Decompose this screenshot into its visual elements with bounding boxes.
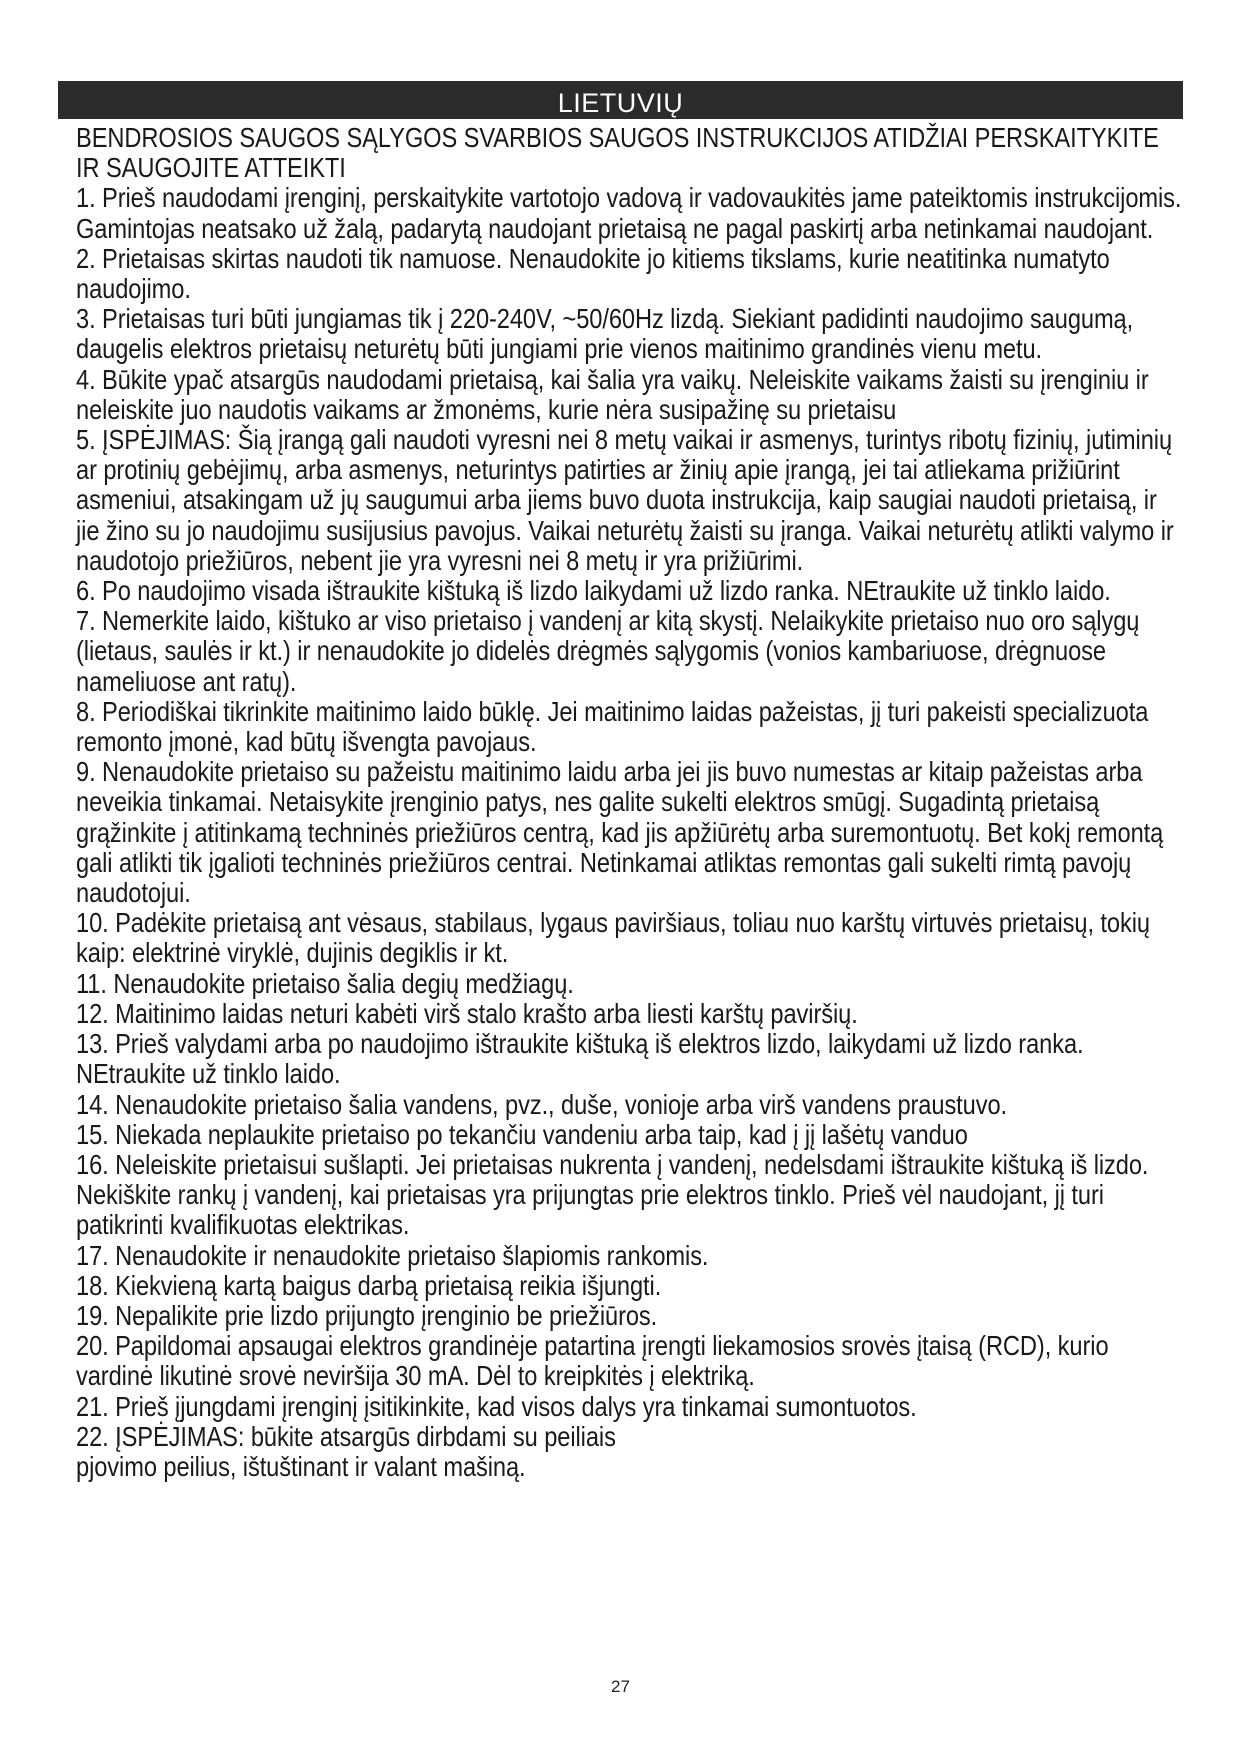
instruction-item-20: 20. Papildomai apsaugai elektros grandinėje patartina įrengti liekamosios srovės įtaisą (RCD), kurio vardinė likutinė srovė neviršija 30 mA. Dėl to kreipkitės į elektriką. bbox=[76, 1330, 1109, 1392]
language-header-bar bbox=[58, 81, 1183, 119]
page-number: 27 bbox=[611, 1677, 630, 1696]
instruction-item-13: 13. Prieš valydami arba po naudojimo ištraukite kištuką iš elektros lizdo, laikydami už lizdo ranka. NEtraukite už tinklo laido. bbox=[76, 1028, 1084, 1090]
instruction-item-6: 6. Po naudojimo visada ištraukite kištuką iš lizdo laikydami už lizdo ranka. NEtraukite už tinklo laido. bbox=[76, 575, 1111, 607]
instruction-item-22-continued: pjovimo peilius, ištuštinant ir valant mašiną. bbox=[76, 1450, 526, 1482]
instruction-item-15: 15. Niekada neplaukite prietaiso po tekančiu vandeniu arba taip, kad į jį lašėtų vanduo bbox=[76, 1118, 968, 1150]
instruction-item-18: 18. Kiekvieną kartą baigus darbą prietaisą reikia išjungti. bbox=[76, 1269, 662, 1301]
instruction-item-9: 9. Nenaudokite prietaiso su pažeistu maitinimo laidu arba jei jis buvo numestas ar kitaip pažeistas arba neveikia tinkamai. Netaisykite įrenginio patys, nes galite sukelti elektros smūgį. Sugadintą prietaisą grąžinkite į atitinkamą techninės priežiūros centrą, kad jis apžiūrėtų arba suremontuotų. Bet kokį remontą gali atlikti tik įgalioti techninės priežiūros centrai. Netinkamai atliktas remontas gali sukelti rimtą pavojų naudotojui. bbox=[76, 756, 1164, 909]
document-title: BENDROSIOS SAUGOS SĄLYGOS SVARBIOS SAUGOS INSTRUKCIJOS ATIDŽIAI PERSKAITYKITE IR SAUGOJITE ATTEIKTI bbox=[76, 122, 1159, 184]
instruction-item-11: 11. Nenaudokite prietaiso šalia degių medžiagų. bbox=[76, 967, 574, 999]
instruction-item-17: 17. Nenaudokite ir nenaudokite prietaiso šlapiomis rankomis. bbox=[76, 1239, 709, 1271]
instruction-item-1: 1. Prieš naudodami įrenginį, perskaitykite vartotojo vadovą ir vadovaukitės jame pateiktomis instrukcijomis. Gamintojas neatsako už žalą, padarytą naudojant prietaisą ne pagal paskirtį arba netinkamai naudojant. bbox=[76, 182, 1182, 244]
instruction-item-5: 5. ĮSPĖJIMAS: Šią įrangą gali naudoti vyresni nei 8 metų vaikai ir asmenys, turintys ribotų fizinių, jutiminių ar protinių gebėjimų, arba asmenys, neturintys patirties ar žinių apie įrangą, jei tai atliekama prižiūrint asmeniui, atsakingam už jų saugumui arba jiems buvo duota instrukcija, kaip saugiai naudoti prietaisą, ir jie žino su jo naudojimu susijusius pavojus. Vaikai neturėtų žaisti su įranga. Vaikai neturėtų atlikti valymo ir naudotojo priežiūros, nebent jie yra vyresni nei 8 metų ir yra prižiūrimi. bbox=[76, 424, 1174, 576]
instruction-item-19: 19. Nepalikite prie lizdo prijungto įrenginio be priežiūros. bbox=[76, 1299, 658, 1331]
instruction-item-3: 3. Prietaisas turi būti jungiamas tik į 220-240V, ~50/60Hz lizdą. Siekiant padidinti naudojimo saugumą, daugelis elektros prietaisų neturėtų būti jungiami prie vienos maitinimo grandinės vienu metu. bbox=[76, 303, 1134, 365]
instruction-item-12: 12. Maitinimo laidas neturi kabėti virš stalo krašto arba liesti karštų paviršių. bbox=[76, 997, 858, 1029]
instruction-item-16: 16. Neleiskite prietaisui sušlapti. Jei prietaisas nukrenta į vandenį, nedelsdami ištraukite kištuką iš lizdo. Nekiškite rankų į vandenį, kai prietaisas yra prijungtas prie elektros tinklo. Prieš vėl naudojant, jį turi patikrinti kvalifikuotas elektrikas. bbox=[76, 1148, 1149, 1241]
instruction-item-2: 2. Prietaisas skirtas naudoti tik namuose. Nenaudokite jo kitiems tikslams, kurie neatitinka numatyto naudojimo. bbox=[76, 242, 1110, 305]
language-label: LIETUVIŲ bbox=[557, 88, 684, 118]
safety-instructions bbox=[76, 123, 1185, 1482]
instruction-item-14: 14. Nenaudokite prietaiso šalia vandens, pvz., duše, vonioje arba virš vandens praustuvo. bbox=[76, 1088, 1008, 1120]
instruction-item-7: 7. Nemerkite laido, kištuko ar viso prietaiso į vandenį ar kitą skystį. Nelaikykite prietaiso nuo oro sąlygų (lietaus, saulės ir kt.) ir nenaudokite jo didelės drėgmės sąlygomis (vonios kambariuose, drėgnuose nameliuose ant ratų). bbox=[76, 605, 1140, 697]
instruction-item-10: 10. Padėkite prietaisą ant vėsaus, stabilaus, lygaus paviršiaus, toliau nuo karštų virtuvės prietaisų, tokių kaip: elektrinė viryklė, dujinis degiklis ir kt. bbox=[76, 907, 1150, 969]
instruction-item-8: 8. Periodiškai tikrinkite maitinimo laido būklę. Jei maitinimo laidas pažeistas, jį turi pakeisti specializuota remonto įmonė, kad būtų išvengta pavojaus. bbox=[76, 695, 1149, 758]
instruction-item-21: 21. Prieš įjungdami įrenginį įsitikinkite, kad visos dalys yra tinkamai sumontuotos. bbox=[76, 1390, 917, 1422]
instruction-item-4: 4. Būkite ypač atsargūs naudodami prietaisą, kai šalia yra vaikų. Neleiskite vaikams žaisti su įrenginiu ir neleiskite juo naudotis vaikams ar žmonėms, kurie nėra susipažinę su prietaisu bbox=[76, 363, 1149, 425]
instruction-item-22: 22. ĮSPĖJIMAS: būkite atsargūs dirbdami su peiliais bbox=[76, 1420, 616, 1452]
